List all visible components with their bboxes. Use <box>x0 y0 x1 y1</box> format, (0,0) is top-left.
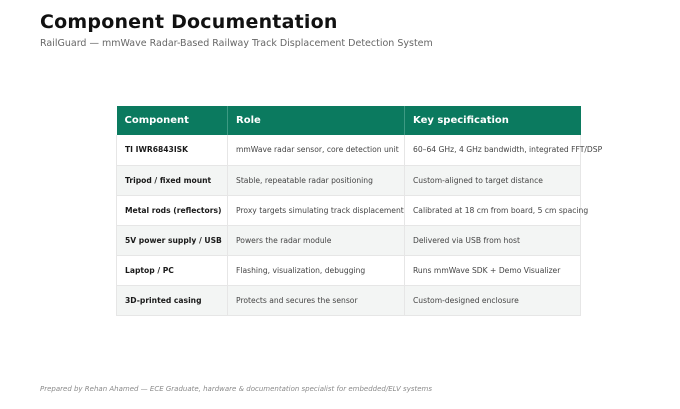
cell-component: Tripod / fixed mount <box>117 165 228 195</box>
cell-role: Protects and secures the sensor <box>228 285 405 315</box>
cell-role: Stable, repeatable radar positioning <box>228 165 405 195</box>
cell-component: TI IWR6843ISK <box>117 135 228 165</box>
cell-key-specification: 60–64 GHz, 4 GHz bandwidth, integrated FFT/DSP <box>405 135 581 165</box>
cell-role: Proxy targets simulating track displacement <box>228 195 405 225</box>
cell-key-specification: Custom-designed enclosure <box>405 285 581 315</box>
component-table-container <box>116 106 603 316</box>
cell-role: Powers the radar module <box>228 225 405 255</box>
table-row <box>117 135 581 165</box>
cell-component: Laptop / PC <box>117 255 228 285</box>
component-table <box>116 106 603 316</box>
table-row <box>117 255 581 285</box>
table-row <box>117 195 581 225</box>
cell-component: 3D-printed casing <box>117 285 228 315</box>
cell-component: 5V power supply / USB <box>117 225 228 255</box>
column-header-key-specification: Key specification <box>405 106 581 135</box>
cell-key-specification: Runs mmWave SDK + Demo Visualizer <box>405 255 581 285</box>
table-row <box>117 285 581 315</box>
column-header-role: Role <box>228 106 405 135</box>
cell-role: mmWave radar sensor, core detection unit <box>228 135 405 165</box>
page-title: Component Documentation <box>40 11 338 33</box>
table-header <box>117 106 581 135</box>
cell-role: Flashing, visualization, debugging <box>228 255 405 285</box>
page-subtitle: RailGuard — mmWave Radar-Based Railway Track Displacement Detection System <box>40 38 433 49</box>
table-body <box>117 135 603 315</box>
cell-key-specification: Delivered via USB from host <box>405 225 581 255</box>
cell-key-specification: Calibrated at 18 cm from board, 5 cm spacing <box>405 195 581 225</box>
table-row <box>117 165 581 195</box>
cell-key-specification: Custom-aligned to target distance <box>405 165 581 195</box>
table-header-row <box>117 106 581 135</box>
footer-note: Prepared by Rehan Ahamed — ECE Graduate, hardware & documentation specialist for embedded/ELV systems <box>40 385 432 393</box>
table-row <box>117 225 581 255</box>
column-header-component: Component <box>117 106 228 135</box>
cell-component: Metal rods (reflectors) <box>117 195 228 225</box>
